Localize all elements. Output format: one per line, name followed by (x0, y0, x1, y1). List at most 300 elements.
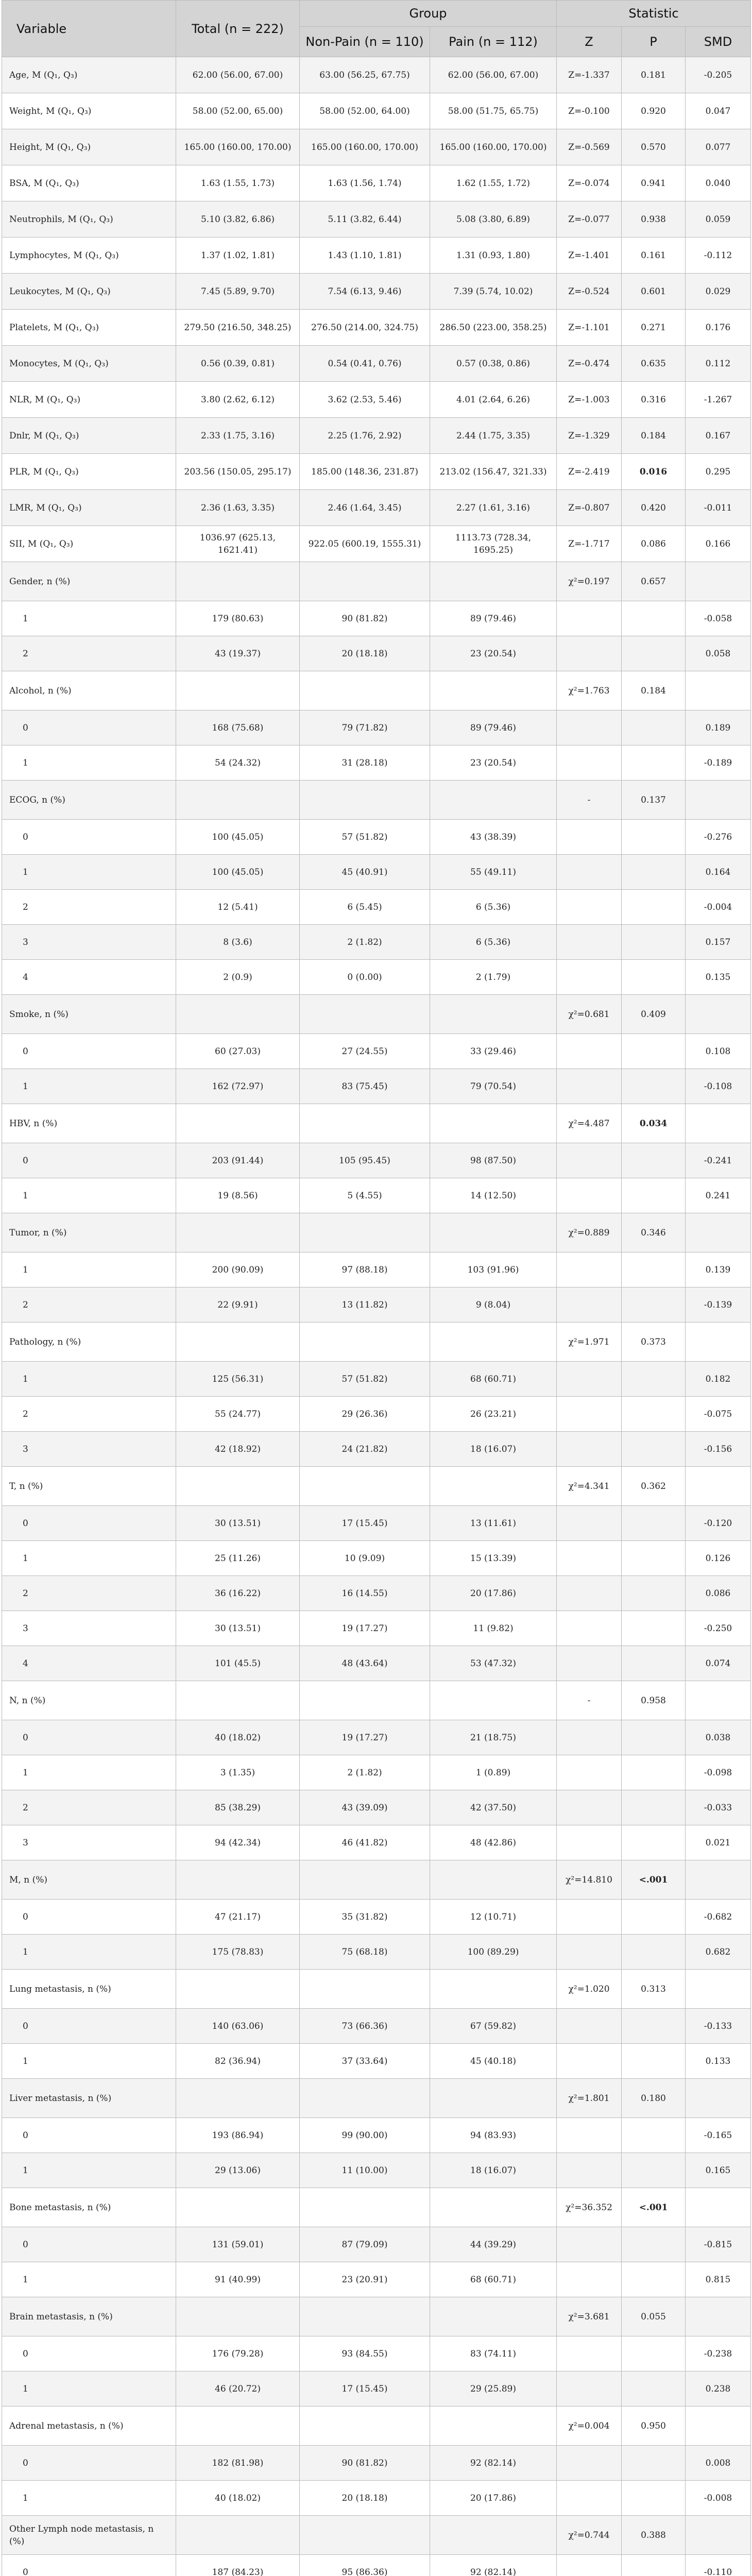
cell-non-pain: 185.00 (148.36, 231.87) (300, 454, 430, 490)
cell-variable: Bone metastasis, n (%) (2, 2188, 176, 2227)
cell-non-pain (300, 1213, 430, 1252)
cell-variable: 1 (2, 1362, 176, 1397)
cell-non-pain: 6 (5.45) (300, 890, 430, 925)
cell-total (176, 1860, 300, 1900)
cell-p-value (622, 2044, 686, 2079)
cell-p-value (622, 1069, 686, 1104)
cell-statistic-z: χ²=4.487 (557, 1104, 622, 1143)
cell-total: 60 (27.03) (176, 1034, 300, 1069)
cell-non-pain: 17 (15.45) (300, 2371, 430, 2406)
cell-smd: -0.133 (686, 2009, 751, 2044)
cell-smd (686, 2188, 751, 2227)
cell-total: 101 (45.5) (176, 1646, 300, 1681)
cell-p-value (622, 1646, 686, 1681)
table-row-level (2, 1178, 751, 1213)
cell-pain: 100 (89.29) (430, 1935, 557, 1970)
cell-variable: 1 (2, 745, 176, 781)
cell-smd (686, 1213, 751, 1252)
cell-pain: 103 (91.96) (430, 1252, 557, 1287)
cell-statistic-z (557, 745, 622, 781)
cell-total: 165.00 (160.00, 170.00) (176, 129, 300, 165)
cell-pain: 68 (60.71) (430, 1362, 557, 1397)
cell-smd: 0.029 (686, 274, 751, 310)
cell-smd: 0.086 (686, 1576, 751, 1611)
cell-statistic-z (557, 960, 622, 995)
cell-total (176, 2188, 300, 2227)
cell-variable: BSA, M (Q₁, Q₃) (2, 165, 176, 201)
cell-statistic-z (557, 636, 622, 671)
cell-p-value: <.001 (622, 1860, 686, 1900)
cell-p-value (622, 2371, 686, 2406)
cell-p-value: 0.373 (622, 1323, 686, 1362)
cell-p-value: 0.941 (622, 165, 686, 201)
cell-pain (430, 2297, 557, 2336)
table-row (2, 165, 751, 201)
cell-pain: 1113.73 (728.34, 1695.25) (430, 526, 557, 562)
cell-total: 3 (1.35) (176, 1755, 300, 1790)
cell-statistic-z: χ²=1.971 (557, 1323, 622, 1362)
cell-statistic-z: χ²=0.197 (557, 562, 622, 601)
table-row-level (2, 601, 751, 636)
cell-p-value (622, 710, 686, 745)
cell-pain (430, 2516, 557, 2555)
cell-pain (430, 2406, 557, 2446)
cell-variable: 4 (2, 1646, 176, 1681)
cell-total: 168 (75.68) (176, 710, 300, 745)
cell-variable: 1 (2, 2481, 176, 2516)
table-row-level (2, 710, 751, 745)
cell-non-pain: 58.00 (52.00, 64.00) (300, 93, 430, 129)
cell-statistic-z: Z=-0.074 (557, 165, 622, 201)
cell-variable: 0 (2, 710, 176, 745)
cell-statistic-z: Z=-0.524 (557, 274, 622, 310)
cell-p-value: 0.184 (622, 671, 686, 710)
cell-non-pain: 10 (9.09) (300, 1541, 430, 1576)
cell-statistic-z (557, 2044, 622, 2079)
cell-p-value: 0.635 (622, 346, 686, 382)
cell-statistic-z (557, 1825, 622, 1860)
cell-statistic-z: χ²=14.810 (557, 1860, 622, 1900)
cell-statistic-z (557, 890, 622, 925)
cell-smd: -0.004 (686, 890, 751, 925)
cell-statistic-z (557, 2336, 622, 2371)
cell-non-pain (300, 671, 430, 710)
cell-non-pain (300, 1970, 430, 2009)
cell-pain: 94 (83.93) (430, 2118, 557, 2153)
cell-non-pain: 2.25 (1.76, 2.92) (300, 418, 430, 454)
table-row (2, 310, 751, 346)
cell-variable: 1 (2, 855, 176, 890)
cell-smd: 0.295 (686, 454, 751, 490)
cell-variable: M, n (%) (2, 1860, 176, 1900)
cell-statistic-z (557, 1397, 622, 1432)
cell-statistic-z (557, 1034, 622, 1069)
cell-p-value: 0.601 (622, 274, 686, 310)
cell-statistic-z (557, 1720, 622, 1755)
cell-total: 182 (81.98) (176, 2446, 300, 2481)
cell-non-pain: 1.63 (1.56, 1.74) (300, 165, 430, 201)
cell-statistic-z (557, 1287, 622, 1323)
cell-p-value (622, 890, 686, 925)
cell-non-pain: 90 (81.82) (300, 2446, 430, 2481)
cell-p-value (622, 2153, 686, 2188)
table-row (2, 93, 751, 129)
cell-statistic-z (557, 1362, 622, 1397)
cell-total: 2.36 (1.63, 3.35) (176, 490, 300, 526)
table-row-level (2, 2446, 751, 2481)
table-row (2, 995, 751, 1034)
cell-total: 62.00 (56.00, 67.00) (176, 57, 300, 93)
cell-variable: 3 (2, 1432, 176, 1467)
cell-smd: 0.166 (686, 526, 751, 562)
cell-non-pain: 63.00 (56.25, 67.75) (300, 57, 430, 93)
table-row-level (2, 855, 751, 890)
cell-total: 85 (38.29) (176, 1790, 300, 1825)
cell-smd: 0.139 (686, 1252, 751, 1287)
table-row-level (2, 1506, 751, 1541)
cell-non-pain: 5 (4.55) (300, 1178, 430, 1213)
cell-statistic-z: χ²=0.889 (557, 1213, 622, 1252)
cell-smd: -1.267 (686, 382, 751, 418)
cell-smd: 0.126 (686, 1541, 751, 1576)
cell-smd: -0.011 (686, 490, 751, 526)
cell-total (176, 2406, 300, 2446)
cell-statistic-z (557, 855, 622, 890)
cell-smd: 0.682 (686, 1935, 751, 1970)
cell-p-value (622, 1790, 686, 1825)
cell-statistic-z (557, 2555, 622, 2576)
cell-variable: 0 (2, 2227, 176, 2262)
cell-total: 176 (79.28) (176, 2336, 300, 2371)
table-row-level (2, 1143, 751, 1178)
table-row-level (2, 2153, 751, 2188)
cell-p-value: 0.938 (622, 201, 686, 238)
cell-non-pain (300, 1323, 430, 1362)
cell-pain: 5.08 (3.80, 6.89) (430, 201, 557, 238)
cell-non-pain: 0 (0.00) (300, 960, 430, 995)
cell-smd (686, 2079, 751, 2118)
cell-statistic-z (557, 1252, 622, 1287)
cell-pain: 6 (5.36) (430, 925, 557, 960)
cell-total: 55 (24.77) (176, 1397, 300, 1432)
cell-variable: 1 (2, 2262, 176, 2297)
cell-total: 46 (20.72) (176, 2371, 300, 2406)
cell-smd: -0.238 (686, 2336, 751, 2371)
cell-p-value (622, 1720, 686, 1755)
cell-statistic-z: χ²=3.681 (557, 2297, 622, 2336)
cell-p-value (622, 2481, 686, 2516)
cell-total: 91 (40.99) (176, 2262, 300, 2297)
cell-smd: -0.165 (686, 2118, 751, 2153)
table-row (2, 1467, 751, 1506)
cell-p-value: 0.271 (622, 310, 686, 346)
cell-p-value: 0.181 (622, 57, 686, 93)
cell-statistic-z: Z=-1.717 (557, 526, 622, 562)
cell-variable: 0 (2, 1506, 176, 1541)
cell-variable: 3 (2, 1611, 176, 1646)
cell-total: 5.10 (3.82, 6.86) (176, 201, 300, 238)
table-row (2, 57, 751, 93)
cell-non-pain: 27 (24.55) (300, 1034, 430, 1069)
cell-non-pain: 0.54 (0.41, 0.76) (300, 346, 430, 382)
cell-pain: 42 (37.50) (430, 1790, 557, 1825)
cell-total (176, 1681, 300, 1720)
cell-non-pain: 83 (75.45) (300, 1069, 430, 1104)
cell-pain: 18 (16.07) (430, 2153, 557, 2188)
cell-variable: 3 (2, 1825, 176, 1860)
table-row (2, 2516, 751, 2555)
cell-p-value (622, 1611, 686, 1646)
cell-non-pain: 35 (31.82) (300, 1900, 430, 1935)
cell-total (176, 2297, 300, 2336)
cell-total: 179 (80.63) (176, 601, 300, 636)
cell-total: 40 (18.02) (176, 2481, 300, 2516)
cell-smd: 0.077 (686, 129, 751, 165)
cell-total: 36 (16.22) (176, 1576, 300, 1611)
cell-non-pain (300, 562, 430, 601)
cell-statistic-z (557, 1541, 622, 1576)
cell-smd: 0.157 (686, 925, 751, 960)
cell-total: 40 (18.02) (176, 1720, 300, 1755)
cell-pain: 6 (5.36) (430, 890, 557, 925)
cell-smd: -0.098 (686, 1755, 751, 1790)
cell-variable: 0 (2, 2009, 176, 2044)
cell-variable: Pathology, n (%) (2, 1323, 176, 1362)
cell-total (176, 671, 300, 710)
table-row-level (2, 2555, 751, 2576)
cell-statistic-z (557, 1935, 622, 1970)
cell-p-value (622, 1541, 686, 1576)
table-row-level (2, 2371, 751, 2406)
table-row (2, 1323, 751, 1362)
header-total: Total (n = 222) (176, 1, 300, 57)
cell-p-value: 0.420 (622, 490, 686, 526)
table-row-level (2, 1252, 751, 1287)
cell-variable: HBV, n (%) (2, 1104, 176, 1143)
cell-pain: 4.01 (2.64, 6.26) (430, 382, 557, 418)
cell-total: 58.00 (52.00, 65.00) (176, 93, 300, 129)
cell-pain: 48 (42.86) (430, 1825, 557, 1860)
table-row (2, 562, 751, 601)
cell-total: 22 (9.91) (176, 1287, 300, 1323)
cell-pain (430, 1323, 557, 1362)
cell-p-value (622, 925, 686, 960)
cell-non-pain: 5.11 (3.82, 6.44) (300, 201, 430, 238)
cell-variable: 0 (2, 2555, 176, 2576)
cell-total (176, 2079, 300, 2118)
cell-pain (430, 1860, 557, 1900)
cell-smd: 0.176 (686, 310, 751, 346)
cell-p-value (622, 2009, 686, 2044)
cell-non-pain: 3.62 (2.53, 5.46) (300, 382, 430, 418)
cell-p-value (622, 1397, 686, 1432)
cell-variable: 0 (2, 820, 176, 855)
cell-p-value (622, 2446, 686, 2481)
cell-p-value: 0.570 (622, 129, 686, 165)
table-row (2, 526, 751, 562)
cell-variable: PLR, M (Q₁, Q₃) (2, 454, 176, 490)
cell-smd (686, 781, 751, 820)
cell-variable: Liver metastasis, n (%) (2, 2079, 176, 2118)
cell-pain: 7.39 (5.74, 10.02) (430, 274, 557, 310)
cell-pain: 92 (82.14) (430, 2446, 557, 2481)
cell-statistic-z: - (557, 1681, 622, 1720)
cell-variable: Gender, n (%) (2, 562, 176, 601)
cell-statistic-z: Z=-0.569 (557, 129, 622, 165)
cell-smd: -0.815 (686, 2227, 751, 2262)
cell-non-pain (300, 1104, 430, 1143)
cell-p-value (622, 1576, 686, 1611)
cell-pain: 20 (17.86) (430, 1576, 557, 1611)
cell-total: 30 (13.51) (176, 1506, 300, 1541)
cell-p-value: 0.034 (622, 1104, 686, 1143)
cell-pain: 67 (59.82) (430, 2009, 557, 2044)
cell-p-value (622, 1935, 686, 1970)
cell-variable: 1 (2, 601, 176, 636)
cell-p-value (622, 1143, 686, 1178)
cell-statistic-z (557, 2446, 622, 2481)
cell-pain: 1.31 (0.93, 1.80) (430, 238, 557, 274)
cell-non-pain (300, 2188, 430, 2227)
cell-smd: -0.008 (686, 2481, 751, 2516)
cell-variable: Platelets, M (Q₁, Q₃) (2, 310, 176, 346)
cell-variable: Weight, M (Q₁, Q₃) (2, 93, 176, 129)
cell-smd: -0.120 (686, 1506, 751, 1541)
cell-smd: -0.241 (686, 1143, 751, 1178)
cell-non-pain: 57 (51.82) (300, 1362, 430, 1397)
cell-total (176, 781, 300, 820)
cell-statistic-z: χ²=1.020 (557, 1970, 622, 2009)
cell-p-value: 0.086 (622, 526, 686, 562)
table-row (2, 2406, 751, 2446)
cell-p-value: 0.137 (622, 781, 686, 820)
cell-pain: 21 (18.75) (430, 1720, 557, 1755)
cell-total: 203 (91.44) (176, 1143, 300, 1178)
cell-total: 162 (72.97) (176, 1069, 300, 1104)
cell-smd (686, 2516, 751, 2555)
cell-smd (686, 1970, 751, 2009)
cell-p-value: 0.920 (622, 93, 686, 129)
table-row (2, 2297, 751, 2336)
header-statistic: Statistic (557, 1, 751, 27)
cell-smd: 0.059 (686, 201, 751, 238)
cell-pain: 2.27 (1.61, 3.16) (430, 490, 557, 526)
cell-non-pain: 43 (39.09) (300, 1790, 430, 1825)
cell-total (176, 995, 300, 1034)
cell-statistic-z (557, 1069, 622, 1104)
table-row (2, 274, 751, 310)
cell-statistic-z (557, 2262, 622, 2297)
cell-total: 175 (78.83) (176, 1935, 300, 1970)
cell-p-value (622, 1755, 686, 1790)
table-row-level (2, 1720, 751, 1755)
cell-total: 131 (59.01) (176, 2227, 300, 2262)
cell-statistic-z (557, 1506, 622, 1541)
cell-smd: -0.108 (686, 1069, 751, 1104)
cell-variable: Dnlr, M (Q₁, Q₃) (2, 418, 176, 454)
cell-p-value: 0.388 (622, 2516, 686, 2555)
cell-p-value (622, 1034, 686, 1069)
cell-pain: 23 (20.54) (430, 636, 557, 671)
cell-smd: 0.047 (686, 93, 751, 129)
cell-non-pain: 19 (17.27) (300, 1611, 430, 1646)
table-row (2, 1970, 751, 2009)
cell-pain: 15 (13.39) (430, 1541, 557, 1576)
cell-variable: 0 (2, 2336, 176, 2371)
cell-pain: 2.44 (1.75, 3.35) (430, 418, 557, 454)
cell-pain: 79 (70.54) (430, 1069, 557, 1104)
cell-p-value (622, 855, 686, 890)
cell-smd: 0.112 (686, 346, 751, 382)
cell-total: 94 (42.34) (176, 1825, 300, 1860)
cell-p-value: 0.657 (622, 562, 686, 601)
cell-non-pain: 90 (81.82) (300, 601, 430, 636)
cell-variable: T, n (%) (2, 1467, 176, 1506)
cell-smd: 0.167 (686, 418, 751, 454)
cell-pain: 0.57 (0.38, 0.86) (430, 346, 557, 382)
cell-smd: 0.058 (686, 636, 751, 671)
cell-p-value (622, 1287, 686, 1323)
table-row-level (2, 2118, 751, 2153)
cell-statistic-z (557, 1900, 622, 1935)
cell-pain: 89 (79.46) (430, 710, 557, 745)
cell-pain: 29 (25.89) (430, 2371, 557, 2406)
cell-variable: Other Lymph node metastasis, n (%) (2, 2516, 176, 2555)
cell-pain (430, 781, 557, 820)
table-row (2, 1681, 751, 1720)
cell-smd: -0.189 (686, 745, 751, 781)
cell-total (176, 1213, 300, 1252)
cell-variable: Tumor, n (%) (2, 1213, 176, 1252)
cell-p-value: 0.161 (622, 238, 686, 274)
cell-non-pain: 46 (41.82) (300, 1825, 430, 1860)
cell-smd: 0.241 (686, 1178, 751, 1213)
cell-statistic-z (557, 1646, 622, 1681)
cell-non-pain: 24 (21.82) (300, 1432, 430, 1467)
cell-smd: 0.108 (686, 1034, 751, 1069)
table-row (2, 2188, 751, 2227)
table-row-level (2, 2336, 751, 2371)
table-row (2, 454, 751, 490)
cell-pain: 53 (47.32) (430, 1646, 557, 1681)
table-row (2, 129, 751, 165)
header-group: Group (300, 1, 557, 27)
table-row-level (2, 1069, 751, 1104)
header-p: P (622, 27, 686, 57)
cell-pain (430, 1213, 557, 1252)
table-row-level (2, 1541, 751, 1576)
cell-variable: Lung metastasis, n (%) (2, 1970, 176, 2009)
table-row-level (2, 1825, 751, 1860)
table-row (2, 201, 751, 238)
cell-pain: 2 (1.79) (430, 960, 557, 995)
cell-variable: 3 (2, 925, 176, 960)
cell-non-pain: 37 (33.64) (300, 2044, 430, 2079)
cell-pain: 286.50 (223.00, 358.25) (430, 310, 557, 346)
cell-p-value (622, 960, 686, 995)
cell-statistic-z: Z=-1.337 (557, 57, 622, 93)
table-row (2, 490, 751, 526)
cell-non-pain: 922.05 (600.19, 1555.31) (300, 526, 430, 562)
cell-smd: -0.250 (686, 1611, 751, 1646)
cell-p-value (622, 2336, 686, 2371)
cell-total (176, 1323, 300, 1362)
cell-non-pain: 276.50 (214.00, 324.75) (300, 310, 430, 346)
cell-smd (686, 1860, 751, 1900)
cell-statistic-z (557, 2481, 622, 2516)
cell-total (176, 562, 300, 601)
cell-statistic-z: χ²=0.681 (557, 995, 622, 1034)
